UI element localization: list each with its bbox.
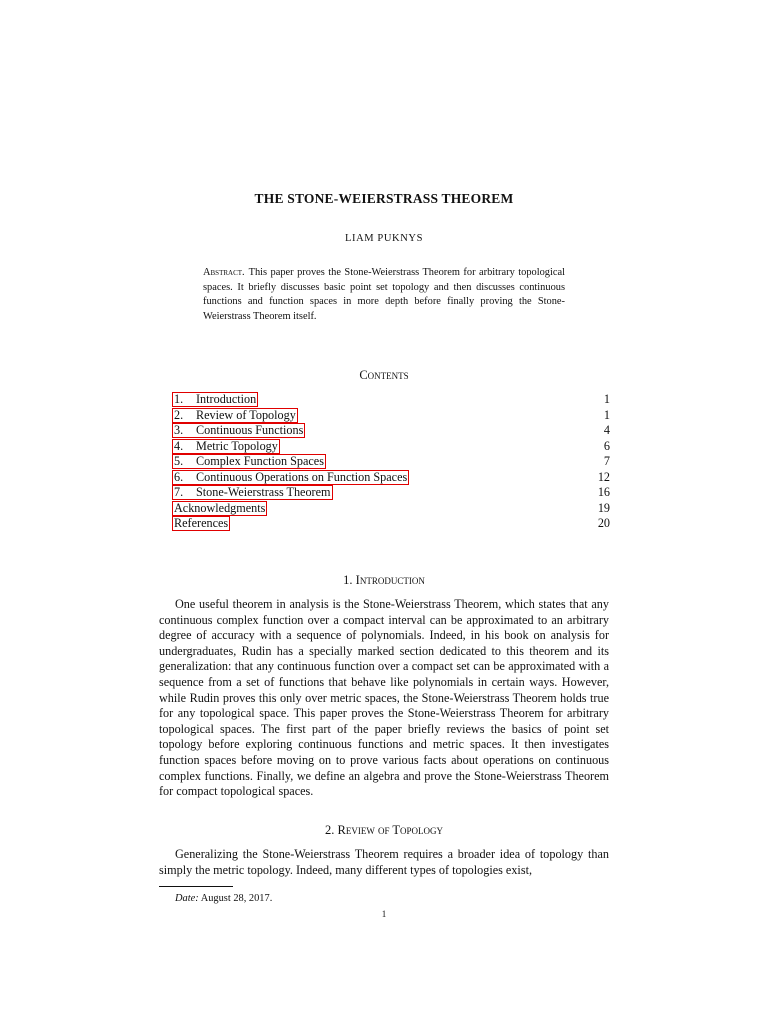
abstract-label: Abstract.: [203, 267, 245, 278]
toc-title: Complex Function Spaces: [196, 454, 324, 469]
toc-page: 19: [597, 500, 610, 515]
footnote-text: August 28, 2017.: [200, 893, 273, 904]
toc-link-stone-weierstrass-theorem[interactable]: [172, 485, 333, 500]
toc-number: 5.: [174, 454, 184, 469]
contents-heading: Contents: [359, 368, 409, 382]
toc-link-references[interactable]: [172, 516, 230, 531]
toc-number: 3.: [174, 423, 184, 438]
review-of-topology-paragraph: Generalizing the Stone-Weierstrass Theorem requires a broader idea of topology than simply the metric topology. Indeed, many different types of topologies exist,: [159, 847, 609, 877]
toc-link-acknowledgments[interactable]: [172, 501, 267, 516]
toc-number: 4.: [174, 438, 184, 453]
toc-page: 6: [603, 438, 610, 453]
toc-number: 6.: [174, 469, 184, 484]
toc-title: Introduction: [196, 392, 257, 407]
toc-page: 7: [603, 454, 610, 469]
toc-title: Acknowledgments: [174, 500, 266, 515]
section-number: 2.: [325, 823, 335, 837]
toc-row: [172, 470, 610, 486]
toc-row: [172, 423, 610, 439]
footnote-label: Date:: [175, 893, 199, 904]
section-title: Review of Topology: [337, 823, 443, 837]
toc-page: 12: [597, 469, 610, 484]
toc-number: 1.: [174, 392, 184, 407]
abstract: [203, 266, 565, 324]
toc-link-continuous-functions[interactable]: [172, 423, 305, 438]
page-number: 1: [381, 909, 387, 919]
toc-title: Stone-Weierstrass Theorem: [196, 485, 331, 500]
toc-link-introduction[interactable]: [172, 392, 258, 407]
toc-page: 16: [597, 485, 610, 500]
toc-page: 1: [603, 407, 610, 422]
toc-row: [172, 501, 610, 517]
section-heading-review-of-topology: [0, 823, 768, 838]
toc-title: Continuous Operations on Function Spaces: [196, 469, 408, 484]
introduction-paragraph: One useful theorem in analysis is the Stone-Weierstrass Theorem, which states that any continuous complex function over a compact interval can be approximated to an arbitrary degree of accuracy with a sequence of polynomials. Indeed, in his book on analysis for undergraduates, Rudin has a specially marked section dedicated to this theorem and its generalization: that any continuous function over a compact set can be approximated with a sequence from a set of functions that behave like polynomials in certain ways. However, while Rudin proves this only over metric spaces, the Stone-Weierstrass Theorem holds true for any topological space. This paper proves the Stone-Weierstrass Theorem for arbitrary topological spaces. The first part of the paper briefly reviews the basics of point set topology before exploring continuous functions and metric spaces. It then investigates function spaces before moving on to prove various facts about operations on continuous complex functions. Finally, we define an algebra and prove the Stone-Weierstrass Theorem for compact topological spaces.: [159, 597, 609, 799]
toc-row: [172, 454, 610, 470]
toc-title: References: [174, 516, 229, 531]
toc-row: [172, 408, 610, 424]
toc-page: 20: [597, 516, 610, 531]
toc-link-continuous-operations[interactable]: [172, 470, 409, 485]
toc-number: 2.: [174, 407, 184, 422]
toc-link-review-of-topology[interactable]: [172, 408, 298, 423]
toc-row: [172, 439, 610, 455]
toc-link-complex-function-spaces[interactable]: [172, 454, 326, 469]
toc-page: 4: [603, 423, 610, 438]
toc-row: [172, 485, 610, 501]
toc-number: 7.: [174, 485, 184, 500]
toc-row: [172, 516, 610, 532]
toc-title: Metric Topology: [196, 438, 278, 453]
section-heading-introduction: [0, 573, 768, 588]
toc-title: Review of Topology: [196, 407, 296, 422]
section-number: 1.: [343, 573, 353, 587]
section-title: Introduction: [355, 573, 425, 587]
toc-title: Continuous Functions: [196, 423, 304, 438]
footnote-rule: [159, 886, 233, 887]
table-of-contents: [172, 392, 610, 532]
footnote: [175, 893, 272, 904]
abstract-text: This paper proves the Stone-Weierstrass Theorem for arbitrary topological spaces. It briefly discusses basic point set topology and then discusses continuous functions and function spaces in more depth before finally proving the Stone-Weierstrass Theorem itself.: [203, 267, 565, 322]
author-name: LIAM PUKNYS: [344, 233, 424, 244]
paper-title: THE STONE-WEIERSTRASS THEOREM: [254, 191, 514, 206]
toc-page: 1: [603, 392, 610, 407]
toc-link-metric-topology[interactable]: [172, 439, 280, 454]
toc-row: [172, 392, 610, 408]
